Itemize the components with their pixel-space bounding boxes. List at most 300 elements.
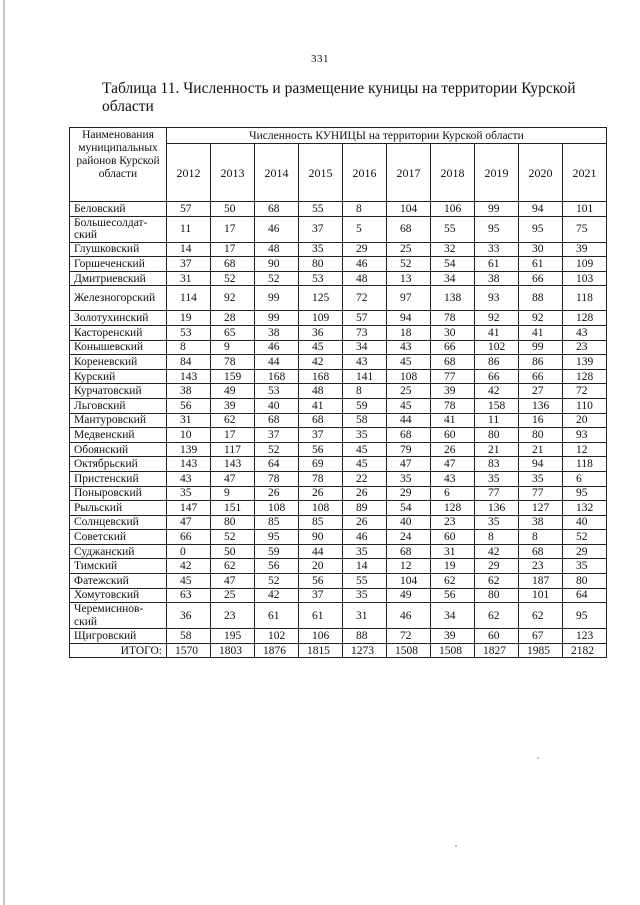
table-header-row	[70, 128, 607, 144]
count-cell: 46	[343, 257, 387, 272]
count-cell: 68	[255, 202, 299, 217]
count-cell: 10	[167, 428, 211, 443]
count-cell: 108	[387, 369, 431, 384]
count-cell: 35	[343, 544, 387, 559]
count-cell: 26	[299, 486, 343, 501]
count-cell: 30	[431, 325, 475, 340]
count-cell: 128	[431, 501, 475, 516]
count-cell: 68	[255, 413, 299, 428]
count-cell: 20	[299, 559, 343, 574]
count-cell: 21	[519, 442, 563, 457]
count-cell: 25	[387, 242, 431, 257]
count-cell: 26	[343, 515, 387, 530]
count-cell: 143	[167, 457, 211, 472]
table-row	[70, 544, 607, 559]
table-row	[70, 202, 607, 217]
year-header-2018: 2018	[431, 144, 475, 202]
count-cell: 128	[563, 311, 607, 326]
count-cell: 90	[255, 257, 299, 272]
count-cell: 83	[475, 457, 519, 472]
count-cell: 5	[343, 216, 387, 242]
count-cell: 26	[431, 442, 475, 457]
count-cell: 80	[299, 257, 343, 272]
count-cell: 19	[431, 559, 475, 574]
count-cell: 35	[167, 486, 211, 501]
district-name-cell: Конышевский	[70, 340, 167, 355]
count-cell: 47	[431, 457, 475, 472]
count-cell: 66	[167, 530, 211, 545]
count-cell: 102	[475, 340, 519, 355]
count-cell: 42	[167, 559, 211, 574]
table-caption: Таблица 11. Численность и размещение куницы на территории Курской области	[102, 80, 576, 115]
count-cell: 23	[431, 515, 475, 530]
count-cell: 61	[519, 257, 563, 272]
count-cell: 66	[475, 369, 519, 384]
count-cell: 52	[255, 271, 299, 286]
count-cell: 46	[387, 603, 431, 629]
count-cell: 42	[475, 544, 519, 559]
total-cell: 1570	[167, 643, 211, 658]
count-cell: 0	[167, 544, 211, 559]
table-row	[70, 286, 607, 311]
count-cell: 52	[563, 530, 607, 545]
table-row	[70, 457, 607, 472]
count-cell: 80	[563, 574, 607, 589]
count-cell: 30	[519, 242, 563, 257]
count-cell: 56	[431, 588, 475, 603]
count-cell: 6	[563, 471, 607, 486]
district-name-cell: Горшеченский	[70, 257, 167, 272]
count-cell: 80	[475, 588, 519, 603]
district-name-cell: Черемисинов-ский	[70, 603, 167, 629]
count-cell: 90	[299, 530, 343, 545]
table-row	[70, 486, 607, 501]
count-cell: 62	[519, 603, 563, 629]
count-cell: 93	[563, 428, 607, 443]
count-cell: 14	[343, 559, 387, 574]
count-cell: 23	[519, 559, 563, 574]
count-cell: 32	[431, 242, 475, 257]
count-cell: 151	[211, 501, 255, 516]
count-cell: 101	[519, 588, 563, 603]
district-name-cell: Кореневский	[70, 355, 167, 370]
count-cell: 31	[167, 413, 211, 428]
count-cell: 139	[563, 355, 607, 370]
count-cell: 92	[211, 286, 255, 311]
count-cell: 86	[475, 355, 519, 370]
table-row	[70, 242, 607, 257]
marten-population-table	[69, 127, 607, 658]
count-cell: 44	[387, 413, 431, 428]
count-cell: 47	[211, 574, 255, 589]
count-cell: 99	[255, 286, 299, 311]
count-cell: 55	[299, 202, 343, 217]
count-cell: 29	[387, 486, 431, 501]
table-row	[70, 501, 607, 516]
count-cell: 159	[211, 369, 255, 384]
count-cell: 11	[475, 413, 519, 428]
count-cell: 52	[255, 574, 299, 589]
count-cell: 6	[431, 486, 475, 501]
total-cell: 1508	[431, 643, 475, 658]
count-cell: 95	[519, 216, 563, 242]
table-row	[70, 428, 607, 443]
scan-speck	[537, 757, 539, 759]
count-cell: 78	[431, 311, 475, 326]
count-cell: 59	[343, 398, 387, 413]
count-cell: 93	[475, 286, 519, 311]
count-cell: 168	[299, 369, 343, 384]
count-cell: 79	[387, 442, 431, 457]
total-cell: 1508	[387, 643, 431, 658]
count-cell: 14	[167, 242, 211, 257]
count-cell: 35	[387, 471, 431, 486]
count-cell: 80	[519, 428, 563, 443]
district-name-cell: Обоянский	[70, 442, 167, 457]
count-cell: 42	[255, 588, 299, 603]
count-cell: 12	[387, 559, 431, 574]
count-cell: 61	[299, 603, 343, 629]
count-cell: 28	[211, 311, 255, 326]
count-cell: 66	[431, 340, 475, 355]
count-cell: 99	[475, 202, 519, 217]
table-row	[70, 588, 607, 603]
count-cell: 41	[299, 398, 343, 413]
count-cell: 36	[167, 603, 211, 629]
count-cell: 106	[299, 629, 343, 644]
count-cell: 45	[343, 457, 387, 472]
count-cell: 29	[475, 559, 519, 574]
count-cell: 61	[475, 257, 519, 272]
count-cell: 62	[475, 603, 519, 629]
count-cell: 39	[431, 384, 475, 399]
district-name-cell: Хомутовский	[70, 588, 167, 603]
table-row	[70, 355, 607, 370]
count-cell: 68	[211, 257, 255, 272]
count-cell: 54	[431, 257, 475, 272]
count-cell: 8	[519, 530, 563, 545]
count-cell: 43	[167, 471, 211, 486]
table-row	[70, 530, 607, 545]
count-cell: 31	[431, 544, 475, 559]
count-cell: 60	[475, 629, 519, 644]
table-row	[70, 413, 607, 428]
count-cell: 60	[431, 530, 475, 545]
district-name-cell: Дмитриевский	[70, 271, 167, 286]
year-header-2015: 2015	[299, 144, 343, 202]
table-row	[70, 559, 607, 574]
count-cell: 80	[211, 515, 255, 530]
count-cell: 95	[255, 530, 299, 545]
count-cell: 109	[299, 311, 343, 326]
total-cell: 1985	[519, 643, 563, 658]
count-cell: 92	[475, 311, 519, 326]
table-row	[70, 340, 607, 355]
count-cell: 8	[343, 384, 387, 399]
count-cell: 35	[519, 471, 563, 486]
count-cell: 118	[563, 457, 607, 472]
count-cell: 42	[299, 355, 343, 370]
year-header-2020: 2020	[519, 144, 563, 202]
count-cell: 92	[519, 311, 563, 326]
count-cell: 53	[255, 384, 299, 399]
table-row	[70, 384, 607, 399]
count-cell: 35	[475, 515, 519, 530]
table-row	[70, 471, 607, 486]
district-name-cell: Суджанский	[70, 544, 167, 559]
count-cell: 23	[211, 603, 255, 629]
count-cell: 86	[519, 355, 563, 370]
count-cell: 64	[255, 457, 299, 472]
count-cell: 39	[211, 398, 255, 413]
count-cell: 128	[563, 369, 607, 384]
count-cell: 41	[475, 325, 519, 340]
count-cell: 8	[343, 202, 387, 217]
count-cell: 9	[211, 486, 255, 501]
count-cell: 26	[255, 486, 299, 501]
count-cell: 66	[519, 271, 563, 286]
count-cell: 72	[563, 384, 607, 399]
year-header-2013: 2013	[211, 144, 255, 202]
table-row	[70, 257, 607, 272]
year-header-2016: 2016	[343, 144, 387, 202]
count-cell: 78	[255, 471, 299, 486]
count-cell: 40	[563, 515, 607, 530]
count-cell: 38	[475, 271, 519, 286]
count-cell: 89	[343, 501, 387, 516]
district-name-cell: Тимский	[70, 559, 167, 574]
scan-edge-line	[3, 0, 5, 905]
count-cell: 13	[387, 271, 431, 286]
total-row	[70, 643, 607, 658]
count-cell: 62	[211, 559, 255, 574]
count-cell: 77	[519, 486, 563, 501]
count-cell: 50	[211, 544, 255, 559]
count-cell: 25	[211, 588, 255, 603]
count-cell: 97	[387, 286, 431, 311]
count-cell: 39	[563, 242, 607, 257]
district-name-cell: Мантуровский	[70, 413, 167, 428]
count-cell: 37	[299, 428, 343, 443]
count-cell: 114	[167, 286, 211, 311]
count-cell: 62	[431, 574, 475, 589]
count-cell: 77	[431, 369, 475, 384]
count-cell: 48	[299, 384, 343, 399]
count-cell: 36	[299, 325, 343, 340]
count-cell: 33	[475, 242, 519, 257]
count-cell: 38	[519, 515, 563, 530]
count-cell: 53	[167, 325, 211, 340]
count-cell: 78	[431, 398, 475, 413]
count-cell: 139	[167, 442, 211, 457]
count-cell: 52	[387, 257, 431, 272]
count-cell: 52	[211, 271, 255, 286]
district-name-cell: Медвенский	[70, 428, 167, 443]
count-cell: 17	[211, 216, 255, 242]
table-row	[70, 325, 607, 340]
count-cell: 43	[387, 340, 431, 355]
count-cell: 29	[343, 242, 387, 257]
district-name-cell: Льговский	[70, 398, 167, 413]
count-cell: 75	[563, 216, 607, 242]
count-cell: 78	[299, 471, 343, 486]
count-cell: 68	[387, 428, 431, 443]
count-cell: 24	[387, 530, 431, 545]
count-cell: 11	[167, 216, 211, 242]
count-cell: 125	[299, 286, 343, 311]
year-header-2017: 2017	[387, 144, 431, 202]
count-cell: 64	[563, 588, 607, 603]
count-cell: 95	[475, 216, 519, 242]
count-cell: 99	[519, 340, 563, 355]
count-cell: 40	[255, 398, 299, 413]
count-cell: 52	[211, 530, 255, 545]
district-name-cell: Советский	[70, 530, 167, 545]
count-cell: 68	[519, 544, 563, 559]
count-cell: 117	[211, 442, 255, 457]
count-cell: 94	[387, 311, 431, 326]
count-cell: 45	[387, 398, 431, 413]
count-cell: 88	[519, 286, 563, 311]
count-cell: 46	[255, 216, 299, 242]
count-cell: 57	[167, 202, 211, 217]
district-name-cell: Касторенский	[70, 325, 167, 340]
count-cell: 54	[387, 501, 431, 516]
count-cell: 53	[299, 271, 343, 286]
year-header-2012: 2012	[167, 144, 211, 202]
district-name-cell: Рыльский	[70, 501, 167, 516]
count-cell: 35	[343, 428, 387, 443]
count-cell: 68	[431, 355, 475, 370]
count-cell: 143	[211, 457, 255, 472]
count-cell: 85	[255, 515, 299, 530]
count-cell: 147	[167, 501, 211, 516]
count-cell: 17	[211, 242, 255, 257]
count-cell: 56	[299, 574, 343, 589]
count-cell: 23	[563, 340, 607, 355]
count-cell: 60	[431, 428, 475, 443]
count-cell: 35	[563, 559, 607, 574]
count-cell: 43	[431, 471, 475, 486]
count-cell: 38	[167, 384, 211, 399]
count-cell: 58	[343, 413, 387, 428]
count-cell: 48	[343, 271, 387, 286]
count-cell: 68	[387, 544, 431, 559]
count-cell: 94	[519, 457, 563, 472]
year-header-2019: 2019	[475, 144, 519, 202]
count-cell: 56	[167, 398, 211, 413]
count-cell: 17	[211, 428, 255, 443]
district-name-cell: Поныровский	[70, 486, 167, 501]
count-cell: 72	[387, 629, 431, 644]
count-cell: 62	[475, 574, 519, 589]
district-name-cell: Пристенский	[70, 471, 167, 486]
count-cell: 41	[431, 413, 475, 428]
count-cell: 94	[519, 202, 563, 217]
table-row	[70, 442, 607, 457]
count-cell: 68	[387, 216, 431, 242]
count-cell: 132	[563, 501, 607, 516]
total-cell: 1273	[343, 643, 387, 658]
count-cell: 108	[255, 501, 299, 516]
district-name-cell: Курчатовский	[70, 384, 167, 399]
count-cell: 168	[255, 369, 299, 384]
count-cell: 67	[519, 629, 563, 644]
count-cell: 95	[563, 486, 607, 501]
year-header-2021: 2021	[563, 144, 607, 202]
count-cell: 34	[431, 603, 475, 629]
count-cell: 141	[343, 369, 387, 384]
count-cell: 72	[343, 286, 387, 311]
count-cell: 40	[387, 515, 431, 530]
count-cell: 123	[563, 629, 607, 644]
count-cell: 110	[563, 398, 607, 413]
count-cell: 118	[563, 286, 607, 311]
count-cell: 85	[299, 515, 343, 530]
count-cell: 45	[387, 355, 431, 370]
count-cell: 102	[255, 629, 299, 644]
count-cell: 22	[343, 471, 387, 486]
count-cell: 18	[387, 325, 431, 340]
district-name-cell: Октябрьский	[70, 457, 167, 472]
count-cell: 138	[431, 286, 475, 311]
table-row	[70, 369, 607, 384]
table-row	[70, 515, 607, 530]
count-cell: 45	[167, 574, 211, 589]
count-cell: 39	[431, 629, 475, 644]
count-cell: 44	[255, 355, 299, 370]
count-cell: 37	[167, 257, 211, 272]
count-cell: 21	[475, 442, 519, 457]
count-cell: 34	[343, 340, 387, 355]
count-cell: 77	[475, 486, 519, 501]
count-cell: 27	[519, 384, 563, 399]
count-cell: 31	[343, 603, 387, 629]
year-header-2014: 2014	[255, 144, 299, 202]
count-cell: 35	[475, 471, 519, 486]
total-cell: 1876	[255, 643, 299, 658]
district-name-cell: Большесолдат-ский	[70, 216, 167, 242]
count-cell: 8	[475, 530, 519, 545]
district-name-cell: Беловский	[70, 202, 167, 217]
count-cell: 55	[343, 574, 387, 589]
count-cell: 66	[519, 369, 563, 384]
count-cell: 88	[343, 629, 387, 644]
page-number: 331	[311, 53, 329, 65]
table-row	[70, 574, 607, 589]
count-cell: 9	[211, 340, 255, 355]
total-cell: 1815	[299, 643, 343, 658]
count-cell: 26	[343, 486, 387, 501]
count-cell: 73	[343, 325, 387, 340]
count-cell: 143	[167, 369, 211, 384]
total-label: ИТОГО:	[70, 643, 167, 658]
count-cell: 99	[255, 311, 299, 326]
count-cell: 16	[519, 413, 563, 428]
district-name-cell: Курский	[70, 369, 167, 384]
count-cell: 95	[563, 603, 607, 629]
count-cell: 31	[167, 271, 211, 286]
district-name-header: Наименования муниципальных районов Курской области	[70, 128, 167, 202]
count-cell: 49	[211, 384, 255, 399]
count-cell: 127	[519, 501, 563, 516]
count-cell: 69	[299, 457, 343, 472]
count-cell: 37	[299, 216, 343, 242]
district-name-cell: Золотухинский	[70, 311, 167, 326]
count-cell: 56	[255, 559, 299, 574]
table-row	[70, 271, 607, 286]
count-cell: 61	[255, 603, 299, 629]
